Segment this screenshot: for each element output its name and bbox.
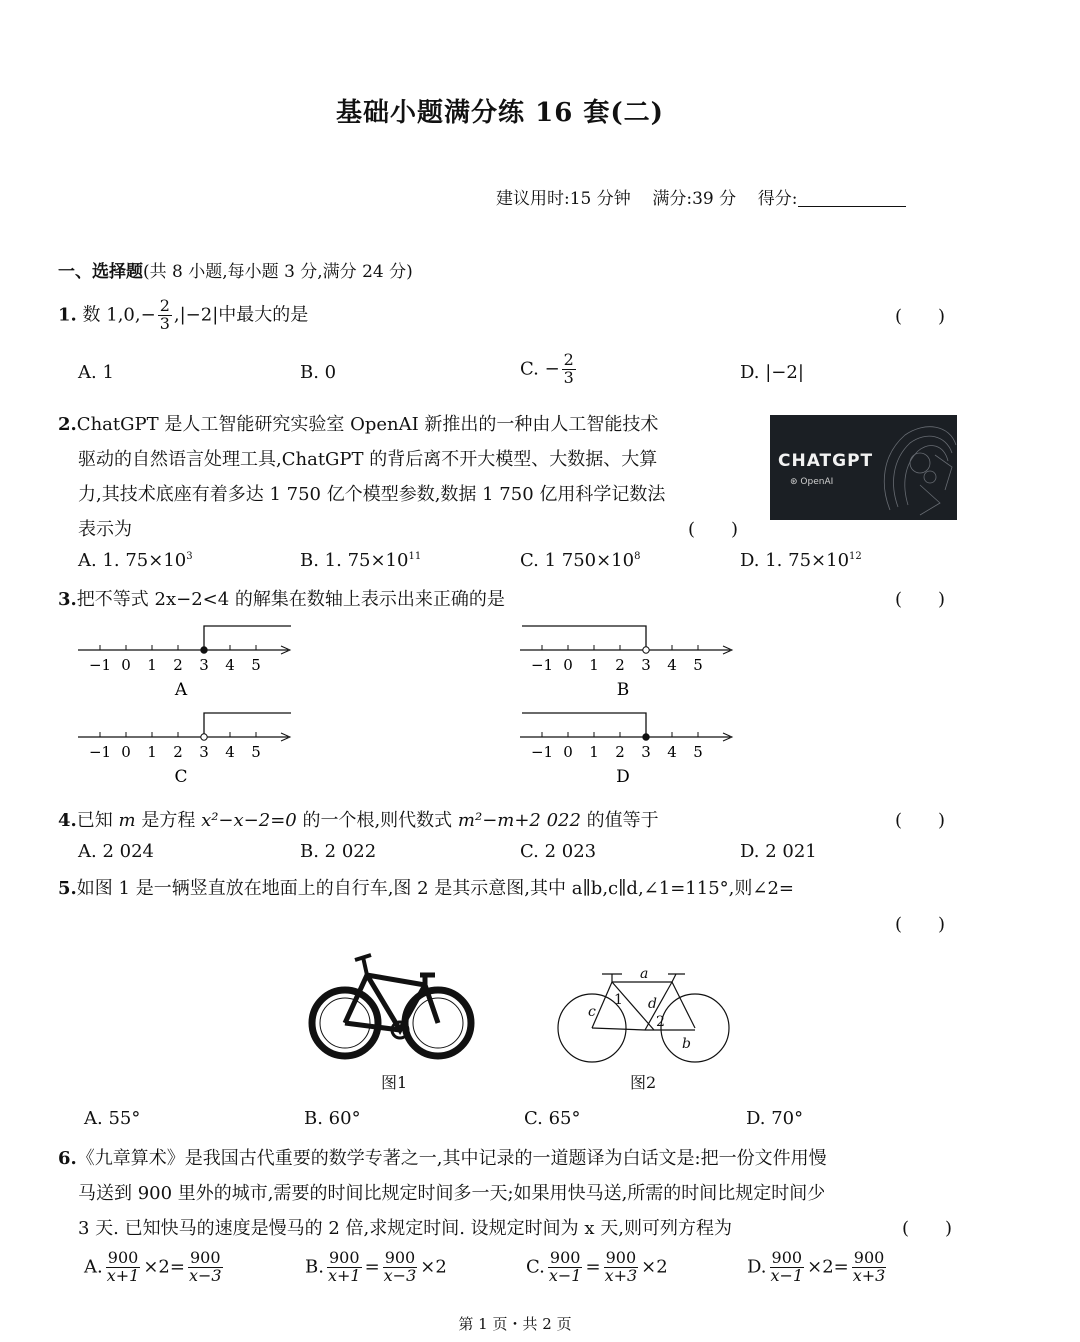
solution-ray bbox=[522, 713, 646, 737]
label-angle-2: 2 bbox=[656, 1014, 665, 1030]
q6-b-frac-2 bbox=[382, 1250, 419, 1285]
q2-b-exp: 11 bbox=[408, 551, 422, 562]
q4-var-m: m bbox=[118, 810, 136, 831]
answer-paren: ( ) bbox=[895, 589, 946, 610]
q1-c-fraction bbox=[562, 352, 576, 387]
tick-label: 0 bbox=[121, 656, 131, 674]
q6-c-tail: ×2 bbox=[641, 1256, 668, 1278]
q2-option-a bbox=[78, 550, 193, 571]
q6-d-frac-2 bbox=[851, 1250, 888, 1285]
q6-b-d2: x−3 bbox=[383, 1265, 417, 1285]
q1-option-a: A. 1 bbox=[78, 362, 114, 383]
q6-c-d2: x+3 bbox=[604, 1265, 638, 1285]
q6-d-label: D. bbox=[747, 1256, 767, 1278]
q4-option-b: B. 2 022 bbox=[300, 841, 377, 862]
q6-b-tail: ×2 bbox=[420, 1256, 447, 1278]
tick-label: 1 bbox=[147, 656, 157, 674]
label-angle-1: 1 bbox=[614, 992, 623, 1008]
number-line-d bbox=[520, 705, 735, 792]
q4-text-b: 是方程 bbox=[135, 810, 202, 831]
q4-option-a: A. 2 024 bbox=[78, 841, 154, 862]
number-line-svg bbox=[78, 705, 293, 787]
question-number: 2. bbox=[58, 414, 77, 435]
q6-line-3: 3 天. 已知快马的速度是慢马的 2 倍,求规定时间. 设规定时间为 x 天,则可列方程为 bbox=[78, 1218, 732, 1239]
tick-label: 3 bbox=[641, 743, 651, 761]
q6-a-d2: x−3 bbox=[188, 1265, 222, 1285]
q6-line-1: 《九章算术》是我国古代重要的数学专著之一,其中记录的一道题译为白话文是:把一份文件用慢 bbox=[76, 1148, 827, 1169]
q2-line-1: ChatGPT 是人工智能研究实验室 OpenAI 新推出的一种由人工智能技术 bbox=[76, 414, 659, 435]
q2-a-exp: 3 bbox=[186, 551, 193, 562]
number-line-a bbox=[78, 618, 293, 705]
bicycle-diagram bbox=[550, 962, 740, 1072]
q6-c-mid: = bbox=[585, 1256, 601, 1278]
tick-label: −1 bbox=[88, 656, 112, 674]
q1-c-den: 3 bbox=[563, 367, 574, 387]
question-3 bbox=[58, 585, 505, 611]
q6-a-d1: x+1 bbox=[106, 1265, 140, 1285]
solution-ray bbox=[204, 626, 291, 650]
answer-paren: ( ) bbox=[895, 914, 946, 935]
solution-ray bbox=[204, 713, 291, 737]
tick-label: 2 bbox=[615, 743, 625, 761]
question-1 bbox=[58, 298, 308, 333]
q6-c-d1: x−1 bbox=[548, 1265, 582, 1285]
q6-b-n2: 900 bbox=[384, 1248, 416, 1267]
question-number: 1. bbox=[58, 304, 77, 326]
q1-text-a: 数 1,0,− bbox=[82, 304, 156, 326]
q6-c-label: C. bbox=[526, 1256, 545, 1278]
tick-label: 5 bbox=[693, 743, 703, 761]
q6-b-frac-1 bbox=[326, 1250, 363, 1285]
score-blank bbox=[798, 190, 906, 207]
q2-line-4: 表示为 bbox=[78, 519, 132, 540]
question-number: 6. bbox=[58, 1148, 77, 1169]
q6-c-n2: 900 bbox=[605, 1248, 637, 1267]
q1-frac-den: 3 bbox=[159, 313, 170, 333]
q2-line-3: 力,其技术底座有着多达 1 750 亿个模型参数,数据 1 750 亿用科学记数法 bbox=[78, 484, 666, 505]
number-line-b bbox=[520, 618, 735, 705]
question-2 bbox=[58, 410, 658, 436]
section-title: 一、选择题 bbox=[58, 262, 143, 282]
tick-label: 2 bbox=[173, 743, 183, 761]
q6-a-frac-2 bbox=[187, 1250, 224, 1285]
q1-c-num: 2 bbox=[563, 350, 574, 369]
tick-label: −1 bbox=[530, 656, 554, 674]
tick-label: 3 bbox=[641, 656, 651, 674]
chatgpt-image bbox=[770, 415, 957, 520]
figure-1-caption: 图1 bbox=[381, 1073, 408, 1092]
q1-option-c bbox=[520, 352, 578, 387]
tick-label: 4 bbox=[225, 743, 235, 761]
answer-paren: ( ) bbox=[895, 810, 946, 831]
q3-text: 把不等式 2x−2<4 的解集在数轴上表示出来正确的是 bbox=[76, 589, 505, 610]
q6-option-b bbox=[305, 1250, 447, 1285]
section-heading bbox=[58, 257, 413, 282]
label-a: a bbox=[640, 966, 649, 982]
q2-option-d bbox=[740, 550, 862, 571]
q4-text-a: 已知 bbox=[76, 810, 119, 831]
tick-label: 1 bbox=[589, 743, 599, 761]
q6-a-n2: 900 bbox=[190, 1248, 221, 1267]
number-line-svg bbox=[520, 705, 735, 787]
q6-c-frac-1 bbox=[547, 1250, 584, 1285]
q6-c-n1: 900 bbox=[549, 1248, 581, 1267]
q1-option-d: D. |−2| bbox=[740, 362, 804, 383]
number-line-svg bbox=[520, 618, 735, 700]
tick-label: 1 bbox=[589, 656, 599, 674]
tick-label: 1 bbox=[147, 743, 157, 761]
q6-b-n1: 900 bbox=[328, 1248, 360, 1267]
openai-logo-text: ⊛ OpenAI bbox=[790, 477, 834, 487]
q2-option-b bbox=[300, 550, 421, 571]
q2-c-base: C. 1 750×10 bbox=[520, 550, 635, 571]
endpoint-dot bbox=[643, 647, 649, 653]
q5-option-c: C. 65° bbox=[524, 1108, 581, 1129]
q1-option-b: B. 0 bbox=[300, 362, 337, 383]
number-line-label: A bbox=[174, 680, 188, 700]
q2-a-base: A. 1. 75×10 bbox=[78, 550, 187, 571]
tick-label: 5 bbox=[693, 656, 703, 674]
tick-label: 0 bbox=[121, 743, 131, 761]
tick-label: −1 bbox=[88, 743, 112, 761]
section-note: (共 8 小题,每小题 3 分,满分 24 分) bbox=[143, 262, 413, 282]
q6-d-n2: 900 bbox=[853, 1248, 885, 1267]
q6-a-frac-1 bbox=[105, 1250, 142, 1285]
tick-label: 3 bbox=[199, 656, 209, 674]
figure-2-caption: 图2 bbox=[630, 1073, 657, 1092]
answer-paren: ( ) bbox=[895, 306, 946, 327]
tick-label: 2 bbox=[173, 656, 183, 674]
q6-option-d bbox=[747, 1250, 889, 1285]
full-score: 满分:39 分 bbox=[652, 189, 737, 209]
q2-line-2: 驱动的自然语言处理工具,ChatGPT 的背后离不开大模型、大数据、大算 bbox=[78, 449, 658, 470]
number-line-c bbox=[78, 705, 293, 792]
q6-c-frac-2 bbox=[603, 1250, 640, 1285]
endpoint-dot bbox=[643, 734, 649, 740]
page-footer: 第 1 页・共 2 页 bbox=[458, 1315, 572, 1333]
number-line-label: D bbox=[616, 767, 630, 787]
question-6 bbox=[58, 1144, 827, 1170]
q6-d-d1: x−1 bbox=[770, 1265, 804, 1285]
solution-ray bbox=[522, 626, 646, 650]
q6-option-c bbox=[526, 1250, 668, 1285]
q6-d-d2: x+3 bbox=[852, 1265, 886, 1285]
tick-label: 0 bbox=[563, 743, 573, 761]
q5-option-d: D. 70° bbox=[746, 1108, 804, 1129]
answer-paren: ( ) bbox=[688, 519, 739, 540]
q6-line-2: 马送到 900 里外的城市,需要的时间比规定时间多一天;如果用快马送,所需的时间比规定时间少 bbox=[78, 1183, 826, 1204]
q5-text: 如图 1 是一辆竖直放在地面上的自行车,图 2 是其示意图,其中 a∥b,c∥d,∠1=115°,则∠2= bbox=[76, 878, 794, 899]
q6-option-a bbox=[84, 1250, 226, 1285]
tick-label: 3 bbox=[199, 743, 209, 761]
question-number: 5. bbox=[58, 878, 77, 899]
question-number: 3. bbox=[58, 589, 77, 610]
q6-a-label: A. bbox=[84, 1256, 103, 1278]
question-5 bbox=[58, 874, 794, 900]
tick-label: 4 bbox=[667, 743, 677, 761]
tick-label: −1 bbox=[530, 743, 554, 761]
tick-label: 4 bbox=[667, 656, 677, 674]
q6-a-mid: ×2= bbox=[143, 1256, 185, 1278]
q4-text-c: 的一个根,则代数式 bbox=[296, 810, 458, 831]
q4-expression: m²−m+2 022 bbox=[457, 810, 581, 831]
bicycle-photo bbox=[305, 945, 480, 1060]
number-line-svg bbox=[78, 618, 293, 700]
suggested-time: 建议用时:15 分钟 bbox=[496, 189, 631, 209]
question-4 bbox=[58, 806, 659, 832]
label-d: d bbox=[648, 996, 657, 1012]
q4-equation: x²−x−2=0 bbox=[201, 810, 297, 831]
question-number: 4. bbox=[58, 810, 77, 831]
q1-frac-num: 2 bbox=[159, 296, 170, 315]
endpoint-dot bbox=[201, 647, 207, 653]
tick-label: 5 bbox=[251, 743, 261, 761]
q6-d-mid: ×2= bbox=[807, 1256, 849, 1278]
q6-b-d1: x+1 bbox=[327, 1265, 361, 1285]
q6-d-frac-1 bbox=[769, 1250, 806, 1285]
q1-fraction bbox=[158, 298, 172, 333]
tick-label: 4 bbox=[225, 656, 235, 674]
chatgpt-logo-text: CHATGPT bbox=[778, 451, 874, 471]
number-line-label: B bbox=[616, 680, 630, 700]
label-c: c bbox=[588, 1004, 596, 1020]
q5-option-b: B. 60° bbox=[304, 1108, 361, 1129]
q4-text-d: 的值等于 bbox=[580, 810, 659, 831]
tick-label: 5 bbox=[251, 656, 261, 674]
number-line-label: C bbox=[174, 767, 188, 787]
q5-option-a: A. 55° bbox=[84, 1108, 141, 1129]
endpoint-dot bbox=[201, 734, 207, 740]
q6-b-label: B. bbox=[305, 1256, 324, 1278]
q4-option-c: C. 2 023 bbox=[520, 841, 597, 862]
q6-d-n1: 900 bbox=[771, 1248, 803, 1267]
page-title: 基础小题满分练 16 套(二) bbox=[336, 98, 664, 128]
q6-b-mid: = bbox=[364, 1256, 380, 1278]
label-b: b bbox=[682, 1036, 691, 1052]
q2-option-c bbox=[520, 550, 640, 571]
q4-option-d: D. 2 021 bbox=[740, 841, 817, 862]
exam-meta bbox=[496, 184, 906, 209]
q6-a-n1: 900 bbox=[107, 1248, 139, 1267]
q1-text-b: ,|−2|中最大的是 bbox=[173, 304, 309, 326]
tick-label: 2 bbox=[615, 656, 625, 674]
q2-d-exp: 12 bbox=[849, 551, 862, 562]
q2-b-base: B. 1. 75×10 bbox=[300, 550, 409, 571]
q1-c-prefix: C. − bbox=[520, 358, 560, 380]
score-label: 得分: bbox=[757, 189, 798, 209]
answer-paren: ( ) bbox=[902, 1218, 953, 1239]
q2-c-exp: 8 bbox=[634, 551, 641, 562]
tick-label: 0 bbox=[563, 656, 573, 674]
q2-d-base: D. 1. 75×10 bbox=[740, 550, 850, 571]
